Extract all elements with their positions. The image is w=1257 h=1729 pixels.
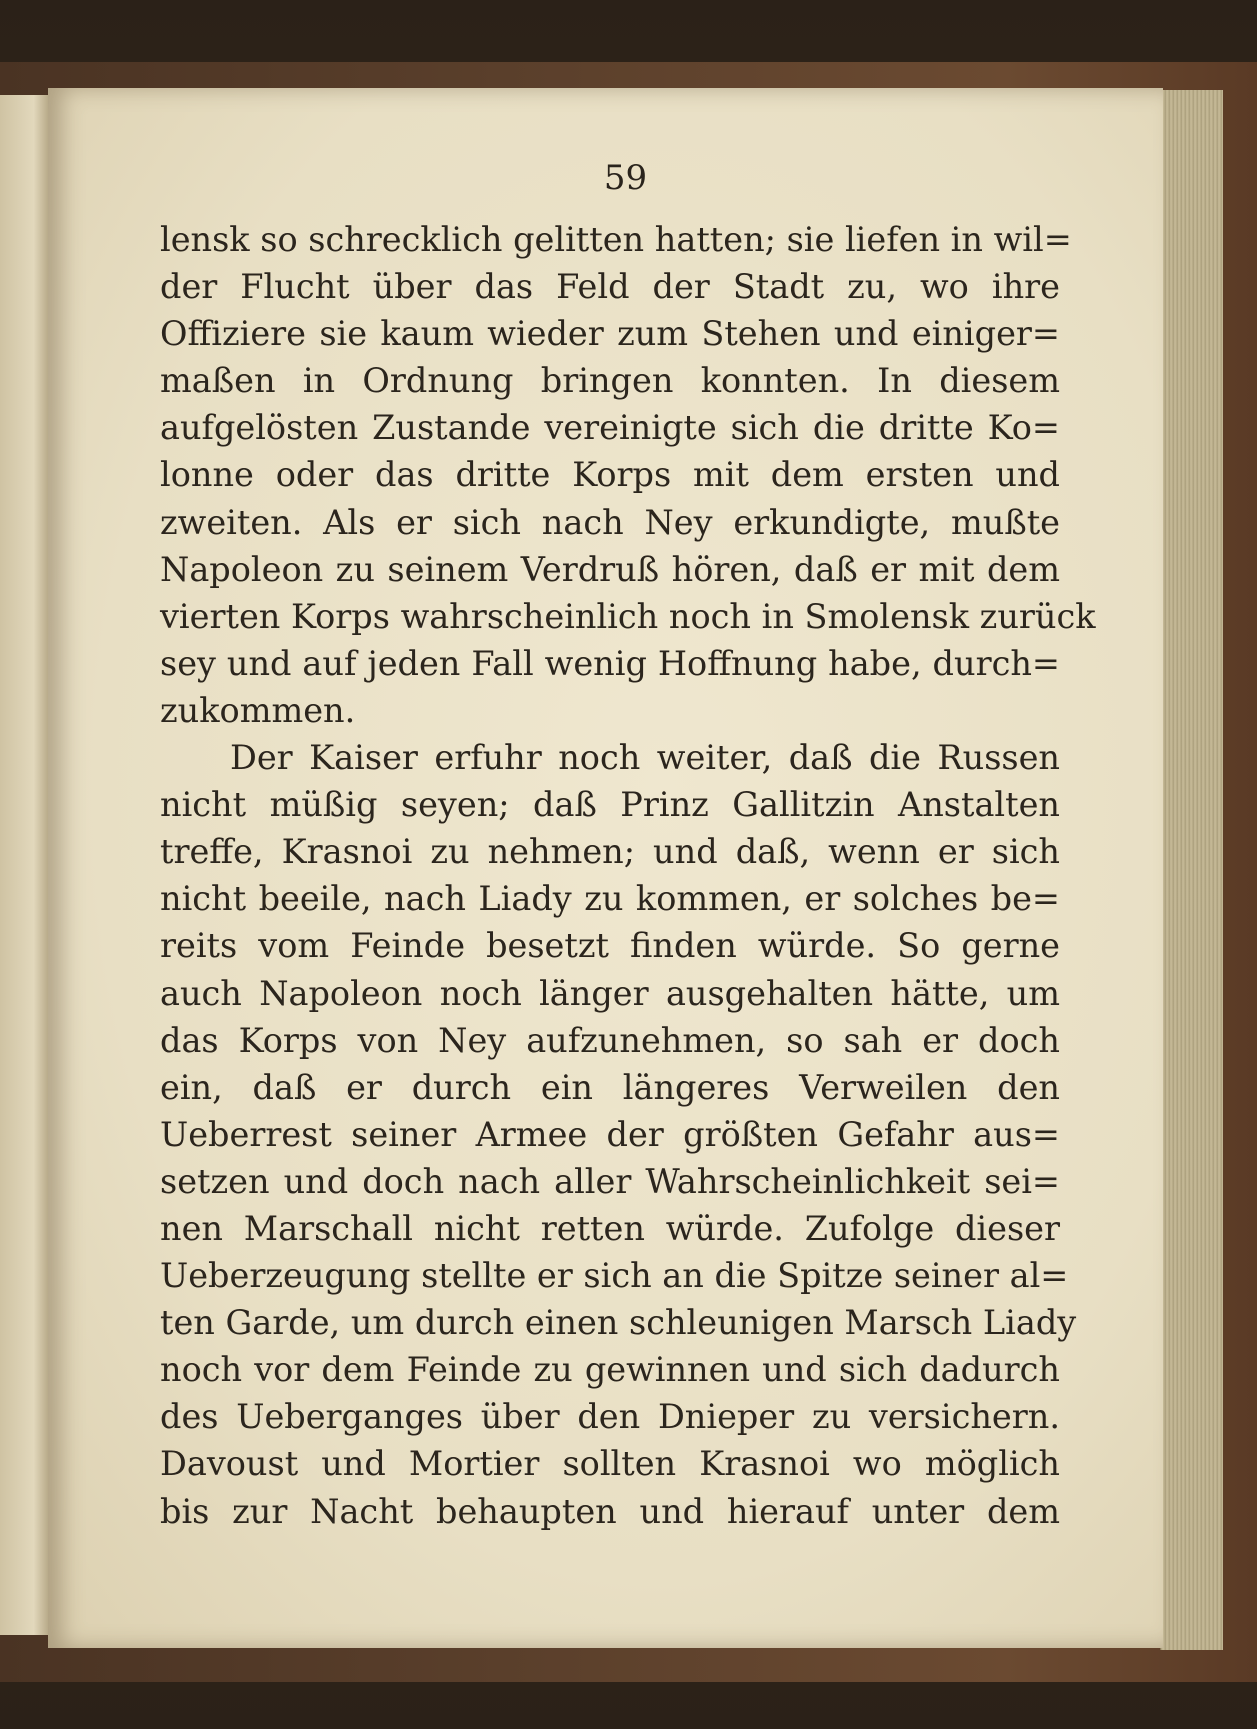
text-line: treffe, Krasnoi zu nehmen; und daß, wenn er sich (160, 832, 1060, 872)
text-line: Offiziere sie kaum wieder zum Stehen und einiger= (160, 314, 1060, 354)
text-line: der Flucht über das Feld der Stadt zu, wo ihre (160, 267, 1060, 307)
text-line: Ueberrest seiner Armee der größten Gefahr aus= (160, 1114, 1060, 1154)
text-line: Ueberzeugung stellte er sich an die Spitze seiner al= (160, 1256, 1069, 1296)
text-line: zweiten. Als er sich nach Ney erkundigte, mußte (160, 502, 1060, 542)
text-line: nicht beeile, nach Liady zu kommen, er solches be= (160, 879, 1060, 919)
book-page (48, 88, 1163, 1648)
text-line: nicht müßig seyen; daß Prinz Gallitzin Anstalten (160, 785, 1060, 825)
text-line: Napoleon zu seinem Verdruß hören, daß er mit dem (160, 549, 1060, 589)
text-line: lonne oder das dritte Korps mit dem ersten und (160, 455, 1060, 495)
page-number: 59 (603, 158, 648, 198)
text-line: Der Kaiser erfuhr noch weiter, daß die Russen (230, 738, 1060, 778)
text-line: des Ueberganges über den Dnieper zu versichern. (160, 1397, 1060, 1437)
text-line: setzen und doch nach aller Wahrscheinlichkeit sei= (160, 1161, 1060, 1201)
text-line: reits vom Feinde besetzt finden würde. So gerne (160, 926, 1060, 966)
text-line: lensk so schrecklich gelitten hatten; sie liefen in wil= (160, 220, 1072, 259)
text-line: ein, daß er durch ein längeres Verweilen den (160, 1067, 1060, 1107)
text-line: Davoust und Mortier sollten Krasnoi wo möglich (160, 1444, 1060, 1484)
text-line: zukommen. (160, 690, 356, 730)
body-text (160, 216, 1096, 1535)
text-line: nen Marschall nicht retten würde. Zufolge dieser (160, 1208, 1060, 1248)
text-line: bis zur Nacht behaupten und hierauf unter dem (160, 1491, 1060, 1531)
text-line: vierten Korps wahrscheinlich noch in Smolensk zurück (160, 596, 1096, 636)
text-line: das Korps von Ney aufzunehmen, so sah er doch (160, 1020, 1060, 1060)
text-line: ten Garde, um durch einen schleunigen Marsch Liady (160, 1303, 1077, 1343)
text-line: aufgelösten Zustande vereinigte sich die dritte Ko= (160, 408, 1060, 448)
text-line: sey und auf jeden Fall wenig Hoffnung habe, durch= (160, 643, 1060, 683)
page-block-edge (1160, 90, 1223, 1650)
text-line: noch vor dem Feinde zu gewinnen und sich dadurch (160, 1350, 1060, 1390)
text-line: maßen in Ordnung bringen konnten. In diesem (160, 361, 1060, 401)
text-line: auch Napoleon noch länger ausgehalten hätte, um (160, 973, 1060, 1013)
facing-page-edge (0, 95, 48, 1635)
